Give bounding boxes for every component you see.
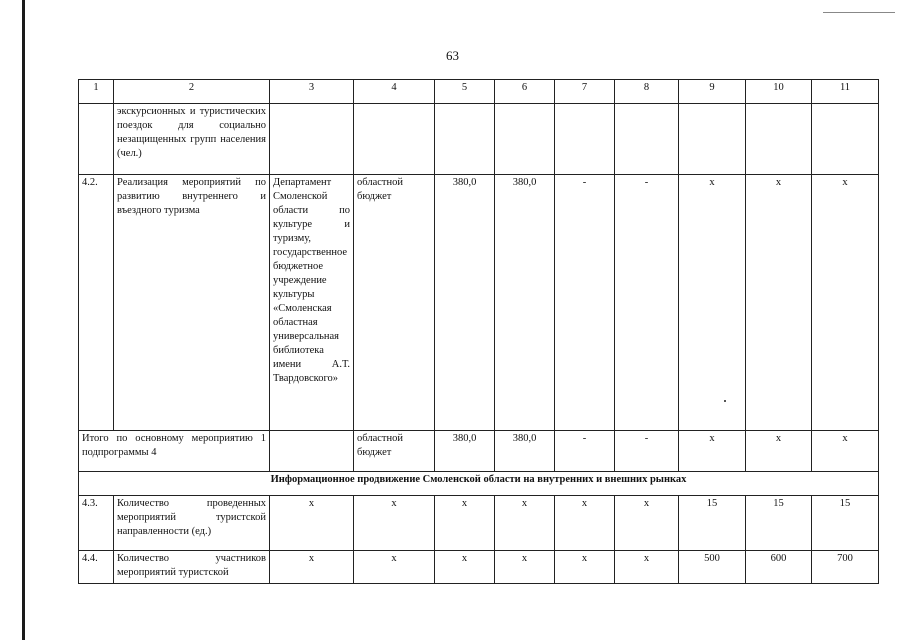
table-cell <box>679 104 746 175</box>
section-heading-row <box>79 472 879 496</box>
value-cell: 500 <box>679 551 746 584</box>
scan-speck <box>724 400 726 402</box>
header-cell: 1 <box>79 80 114 104</box>
value-cell: x <box>354 551 435 584</box>
value-cell: x <box>746 431 812 472</box>
header-cell: 5 <box>435 80 495 104</box>
row-number-cell: 4.3. <box>79 496 114 551</box>
table-header-row <box>79 80 879 104</box>
table-row-4-4 <box>79 551 879 584</box>
table-cell <box>79 104 114 175</box>
measure-name-cell: Реализация мероприятий по развитию внутреннего и въездного туризма <box>114 175 270 431</box>
value-cell: x <box>435 551 495 584</box>
value-cell: 15 <box>812 496 879 551</box>
value-cell: x <box>270 551 354 584</box>
value-cell: - <box>615 431 679 472</box>
budget-table <box>78 79 879 584</box>
table-cell <box>746 104 812 175</box>
value-cell: x <box>495 496 555 551</box>
header-cell: 11 <box>812 80 879 104</box>
header-cell: 3 <box>270 80 354 104</box>
value-cell: 380,0 <box>435 175 495 431</box>
row-number-cell: 4.4. <box>79 551 114 584</box>
value-cell: - <box>555 175 615 431</box>
scan-top-mark <box>823 12 895 13</box>
value-cell: x <box>746 175 812 431</box>
table-cell <box>270 431 354 472</box>
value-cell: x <box>615 496 679 551</box>
value-cell: x <box>812 431 879 472</box>
header-cell: 4 <box>354 80 435 104</box>
scan-left-edge <box>22 0 25 640</box>
value-cell: x <box>679 175 746 431</box>
value-cell: 15 <box>679 496 746 551</box>
table-cell <box>615 104 679 175</box>
value-cell: x <box>555 496 615 551</box>
value-cell: - <box>555 431 615 472</box>
header-cell: 8 <box>615 80 679 104</box>
indicator-name-cell: Количество участников мероприятий туристской <box>114 551 270 584</box>
table-cell <box>812 104 879 175</box>
value-cell: x <box>555 551 615 584</box>
value-cell: x <box>354 496 435 551</box>
value-cell: 380,0 <box>435 431 495 472</box>
table-cell <box>495 104 555 175</box>
header-cell: 9 <box>679 80 746 104</box>
table-cell <box>435 104 495 175</box>
table-row-4-3 <box>79 496 879 551</box>
table-row-4-2 <box>79 175 879 431</box>
table-cell <box>270 104 354 175</box>
value-cell: 380,0 <box>495 431 555 472</box>
section-title: Информационное продвижение Смоленской области на внутренних и внешних рынках <box>79 472 879 496</box>
page-number: 63 <box>446 48 459 63</box>
funding-source-cell: областной бюджет <box>354 431 435 472</box>
total-label-cell: Итого по основному мероприятию 1 подпрограммы 4 <box>79 431 270 472</box>
value-cell: x <box>495 551 555 584</box>
table-cell <box>354 104 435 175</box>
header-cell: 7 <box>555 80 615 104</box>
header-cell: 2 <box>114 80 270 104</box>
header-cell: 10 <box>746 80 812 104</box>
value-cell: 380,0 <box>495 175 555 431</box>
row-number-cell: 4.2. <box>79 175 114 431</box>
value-cell: - <box>615 175 679 431</box>
value-cell: 15 <box>746 496 812 551</box>
table-cell <box>555 104 615 175</box>
value-cell: 600 <box>746 551 812 584</box>
funding-source-cell: областной бюджет <box>354 175 435 431</box>
executor-cell: Департамент Смоленской области по культуре и туризму, государственное бюджетное учреждение культуры «Смоленская областная универсальная библиотека имени А.Т. Твардовского» <box>270 175 354 431</box>
value-cell: x <box>812 175 879 431</box>
value-cell: x <box>615 551 679 584</box>
indicator-name-cell: экскурсионных и туристических поездок для социально незащищенных групп населения (чел.) <box>114 104 270 175</box>
value-cell: x <box>679 431 746 472</box>
table-row-continuation <box>79 104 879 175</box>
value-cell: x <box>435 496 495 551</box>
indicator-name-cell: Количество проведенных мероприятий туристской направленности (ед.) <box>114 496 270 551</box>
value-cell: x <box>270 496 354 551</box>
table-row-total <box>79 431 879 472</box>
value-cell: 700 <box>812 551 879 584</box>
header-cell: 6 <box>495 80 555 104</box>
